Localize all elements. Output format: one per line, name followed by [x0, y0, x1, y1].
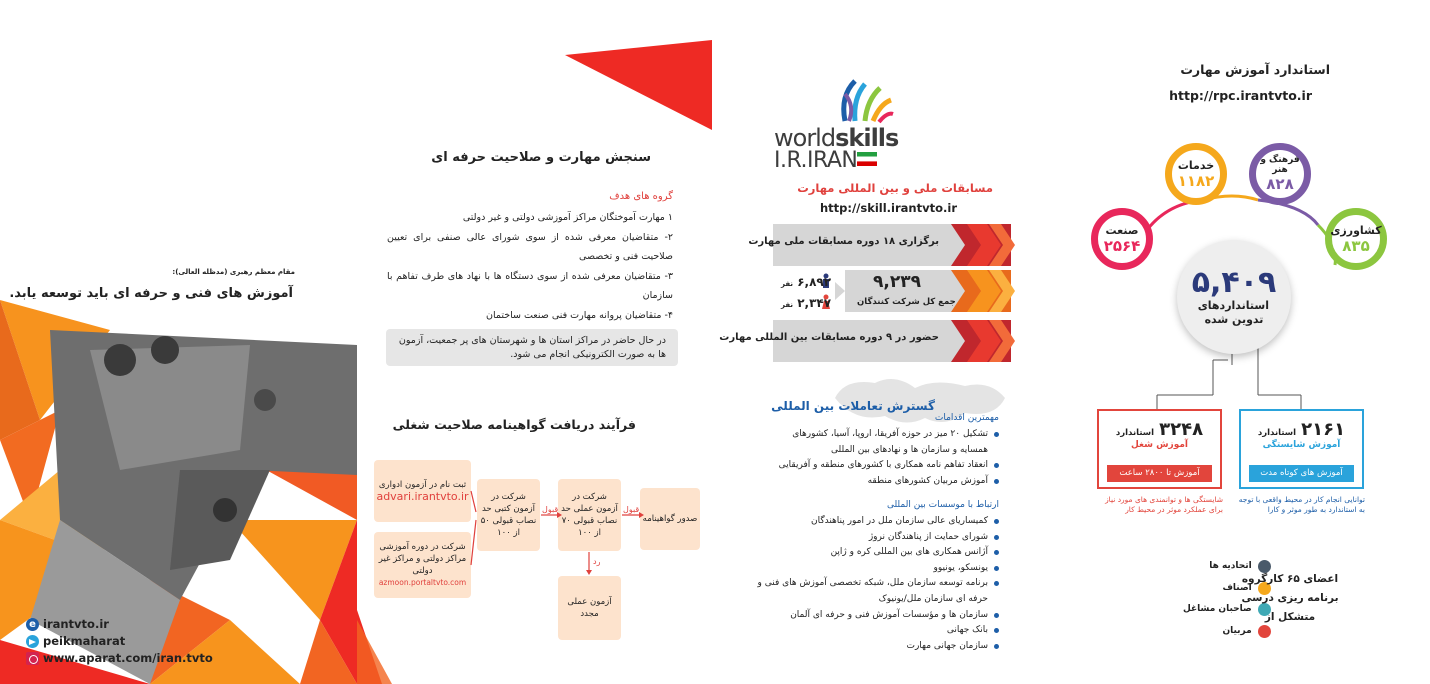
panel-quote [0, 0, 357, 684]
aparat-link[interactable]: www.aparat.com/iran.tvto [26, 650, 213, 667]
female-count: ۲,۳۴۷ نفر [781, 296, 832, 310]
contact-list [26, 616, 213, 667]
panel-assessment [357, 0, 715, 684]
worldskills-logo-country: I.R.IRAN [774, 148, 858, 173]
competency-standards-box: ۲۱۶۱ استاندارد آموزش شایستگی آموزش های کوتاه مدت [1239, 409, 1364, 489]
panel-competitions [715, 0, 1073, 684]
standards-title: استاندارد آموزش مهارت [1180, 62, 1330, 77]
sector-agriculture: کشاورزی ۸۳۵ [1325, 208, 1387, 270]
legend-item: اصناف [1183, 578, 1271, 600]
process-arrows [357, 0, 715, 684]
website-icon: e [26, 618, 39, 631]
job-standards-note: شایستگی ها و توانمندی های مورد نیاز برای عملکرد موثر در محیط کار [1105, 495, 1223, 514]
pass-label: قبول [623, 505, 640, 514]
participants-total: ۹,۲۳۹ [873, 272, 921, 292]
decorative-graphic [0, 0, 357, 684]
panel-standards [1073, 0, 1430, 684]
sector-services: خدمات ۱۱۸۲ [1165, 143, 1227, 205]
list-item: ۴- متقاضیان پروانه مهارت فنی صنعت ساختمان [486, 309, 673, 321]
target-groups-heading: گروه های هدف [609, 191, 673, 202]
sector-culture-art: فرهنگ و هنر ۸۲۸ [1249, 143, 1311, 205]
worldskills-logo-text: worldskills [774, 124, 899, 152]
list-item: آموزش مربیان کشورهای منطقه [767, 474, 999, 490]
certificate-box: صدور گواهینامه [640, 488, 700, 550]
orgs-heading: ارتباط با موسسات بین المللی [886, 500, 999, 510]
electronic-exam-note: در حال حاضر در مراکز استان ها و شهرستان های پر جمعیت، آزمون ها به صورت الکترونیکی انجام می شود. [386, 329, 678, 366]
competency-standards-note: توانایی انجام کار در محیط واقعی با توجه به استاندارد به طور موثر و کارا [1238, 495, 1365, 514]
process-title: فرآیند دریافت گواهینامه صلاحیت شغلی [392, 417, 636, 432]
list-item: بانک جهانی [755, 623, 999, 639]
international-competitions-band: حضور در ۹ دوره مسابقات بین المللی مهارت [773, 320, 1011, 362]
actions-list [767, 427, 999, 489]
list-item: تشکیل ۲۰ میز در حوزه آفریقا، اروپا، آسیا، کشورهای همسایه و سازمان ها و نهادهای بین المللی [767, 427, 999, 458]
competitions-url[interactable]: http://skill.irantvto.ir [819, 201, 957, 215]
standards-url[interactable]: http://rpc.irantvto.ir [1169, 88, 1312, 103]
list-item: ۳- متقاضیان معرفی شده از سوی دستگاه ها با نهاد های طرف تفاهم با سازمان [387, 270, 673, 301]
legend-item: مربیان [1183, 621, 1271, 643]
members-title: اعضای ۶۵ کارگروه برنامه ریزی درسی متشکل از [1241, 573, 1339, 623]
written-exam-box: شرکت در آزمون کتبی حد نصاب قبولی ۵۰ از ۱۰۰ [477, 479, 540, 551]
job-standards-box: ۳۲۴۸ استاندارد آموزش شغل آموزش تا ۲۸۰۰ ساعت [1097, 409, 1222, 489]
male-count: ۶,۸۹۲ نفر [781, 275, 832, 289]
register-box: ثبت نام در آزمون ادواری advari.irantvto.ir [374, 460, 471, 522]
telegram-link[interactable]: peikmaharat [26, 633, 213, 650]
total-standards: ۵,۴۰۹ استانداردهای تدوین شده [1177, 240, 1291, 354]
list-item: ۲- متقاضیان معرفی شده از سوی شورای عالی صنفی برای تعیین صلاحیت فنی و تخصصی [387, 231, 673, 262]
list-item: شورای حمایت از پناهندگان نروژ [755, 530, 999, 546]
international-title: گسترش تعاملات بین المللی [771, 399, 935, 413]
list-item: انعقاد تفاهم نامه همکاری با کشورهای منطقه و آفریقایی [767, 458, 999, 474]
legend-item: اتحادیه ها [1183, 556, 1271, 578]
pass-label: قبول [542, 505, 559, 514]
list-item: کمیساریای عالی سازمان ملل در امور پناهندگان [755, 514, 999, 530]
orgs-list [755, 514, 999, 654]
register-link[interactable]: advari.irantvto.ir [376, 490, 469, 503]
list-item: ۱ مهارت آموختگان مراکز آموزشی دولتی و غیر دولتی [462, 212, 673, 223]
list-item: یونسکو، یونیوو [755, 561, 999, 577]
list-item: سازمان ها و مؤسسات آموزش فنی و حرفه ای آلمان [755, 608, 999, 624]
retake-box: آزمون عملی مجدد [558, 576, 621, 640]
national-competitions-band: برگزاری ۱۸ دوره مسابقات ملی مهارت [773, 224, 1011, 266]
telegram-icon [26, 635, 39, 648]
practical-exam-box: شرکت در آزمون عملی حد نصاب قبولی ۷۰ از ۱۰۰ [558, 479, 621, 551]
legend-item: صاحبان مشاغل [1183, 599, 1271, 621]
quote-text: آموزش های فنی و حرفه ای باید توسعه یابد. [9, 286, 293, 301]
fail-label: رد [593, 557, 601, 566]
quote-source: مقام معظم رهبری (مدظله العالی): [172, 268, 295, 276]
course-link[interactable]: azmoon.portaltvto.com [378, 578, 467, 587]
participants-label: جمع کل شرکت کنندگان [857, 297, 956, 307]
actions-heading: مهمترین اقدامات [934, 413, 999, 423]
website-link[interactable]: e irantvto.ir [26, 616, 213, 633]
list-item: آژانس همکاری های بین المللی کره و ژاپن [755, 545, 999, 561]
assessment-title: سنجش مهارت و صلاحیت حرفه ای [431, 150, 651, 165]
sector-industry: صنعت ۲۵۶۴ [1091, 208, 1153, 270]
course-box: شرکت در دوره آموزشی مراکز دولتی و مراکز غیر دولتی azmoon.portaltvto.com [374, 532, 471, 598]
list-item: سازمان جهانی مهارت [755, 639, 999, 655]
aparat-icon [26, 652, 39, 665]
list-item: برنامه توسعه سازمان ملل، شبکه تخصصی آموزش های فنی و حرفه ای سازمان ملل/یونیوک [755, 576, 999, 607]
competitions-title: مسابقات ملی و بین المللی مهارت [797, 181, 993, 195]
